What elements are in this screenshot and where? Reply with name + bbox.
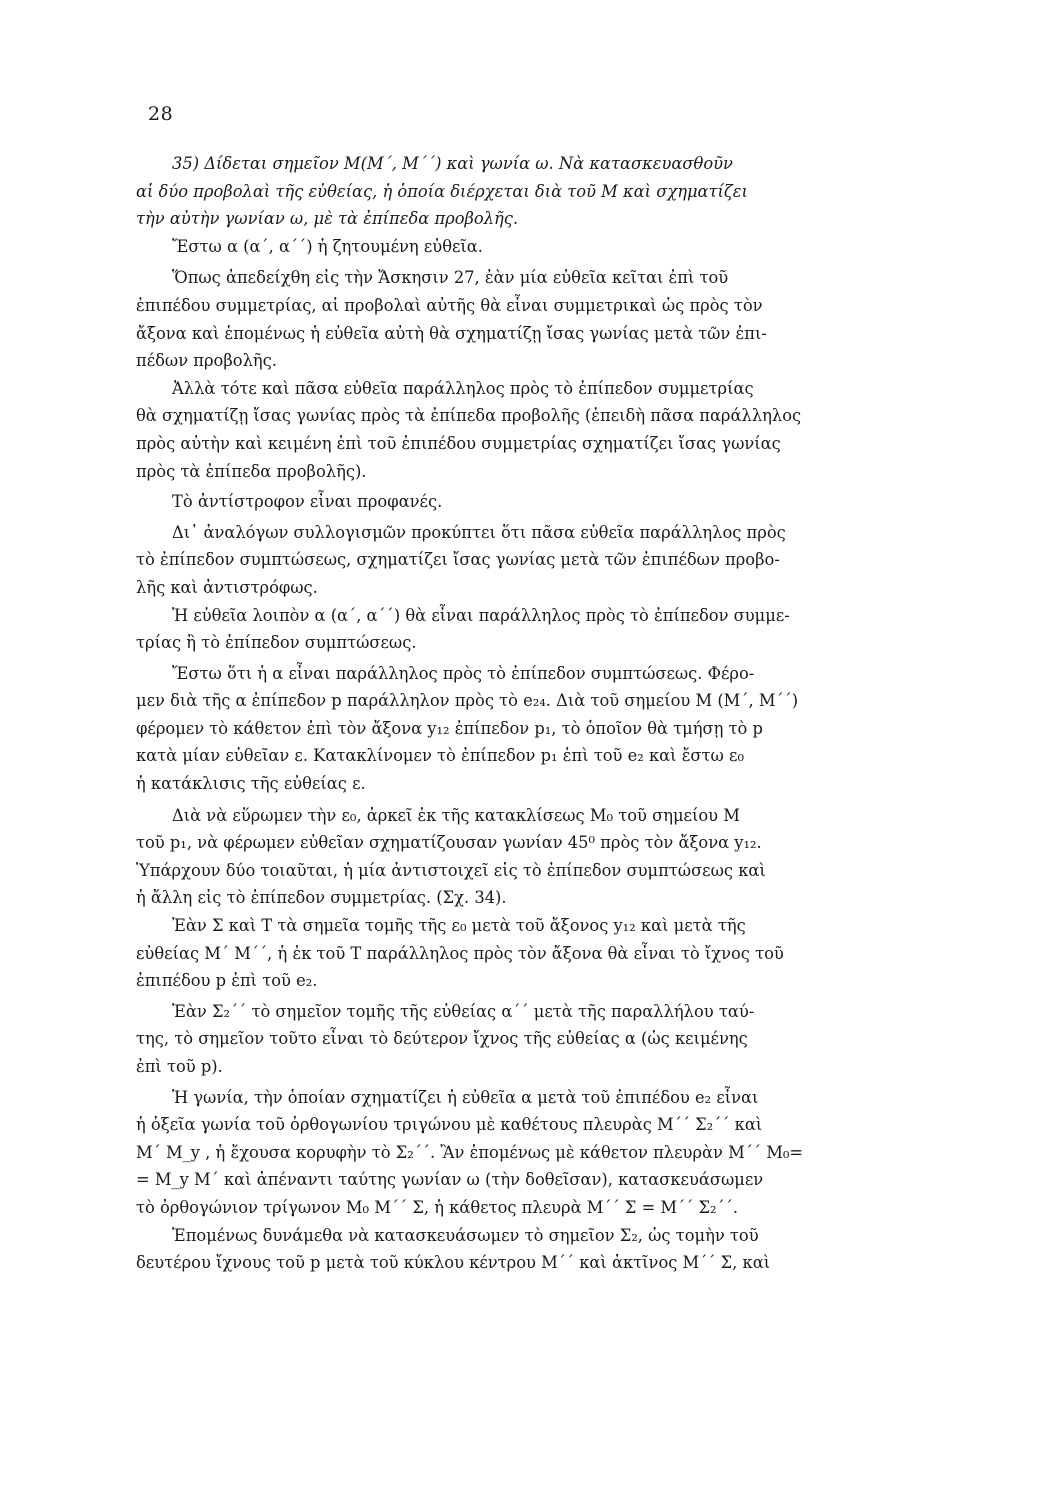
paragraph (136, 1084, 892, 1222)
text-line: 35) Δίδεται σημεῖον Μ(Μ΄, Μ΄΄) καὶ γωνία ω. Νὰ κατασκευασθοῦν (172, 154, 733, 173)
text-line: Ὑπάρχουν δύο τοιαῦται, ἡ μία ἀντιστοιχεῖ εἰς τὸ ἐπίπεδον συμπτώσεως καὶ (136, 860, 766, 880)
text-line: κατὰ μίαν εὐθεῖαν ε. Κατακλίνομεν τὸ ἐπίπεδον p₁ ἐπὶ τοῦ e₂ καὶ ἔστω ε₀ (136, 746, 744, 766)
page-number: 28 (148, 103, 174, 125)
text-line: δευτέρου ἴχνους τοῦ p μετὰ τοῦ κύκλου κέντρου Μ΄΄ καὶ ἀκτῖνος M΄΄ Σ, καὶ (136, 1253, 771, 1273)
text-body (136, 150, 892, 1277)
paragraph (136, 488, 892, 516)
paragraph (136, 519, 892, 602)
paragraph (136, 375, 892, 485)
text-line: Ἔστω ὅτι ἡ α εἶναι παράλληλος πρὸς τὸ ἐπίπεδον συμπτώσεως. Φέρο- (172, 663, 755, 683)
text-line: = M_y M΄ καὶ ἀπέναντι ταύτης γωνίαν ω (τὴν δοθεῖσαν), κατασκευάσωμεν (136, 1170, 764, 1190)
text-line: Ἑπομένως δυνάμεθα νὰ κατασκευάσωμεν τὸ σημεῖον Σ₂, ὡς τομὴν τοῦ (172, 1225, 759, 1245)
text-line: ἐπὶ τοῦ p). (136, 1057, 223, 1076)
paragraph (136, 912, 892, 995)
text-line: ἐπιπέδου συμμετρίας, αἱ προβολαὶ αὐτῆς θὰ εἶναι συμμετρικαὶ ὡς πρὸς τὸν (136, 295, 763, 315)
text-line: Ἡ γωνία, τὴν ὁποίαν σχηματίζει ἡ εὐθεῖα α μετὰ τοῦ ἐπιπέδου e₂ εἶναι (172, 1087, 759, 1107)
text-line: της, τὸ σημεῖον τοῦτο εἶναι τὸ δεύτερον ἴχνος τῆς εὐθείας α (ὡς κειμένης (136, 1029, 748, 1049)
text-line: τὸ ὀρθογώνιον τρίγωνον Μ₀ Μ΄΄ Σ, ἡ κάθετος πλευρὰ M΄΄ Σ = M΄΄ Σ₂΄΄. (136, 1197, 739, 1217)
text-line: Ἐὰν Σ₂΄΄ τὸ σημεῖον τομῆς τῆς εὐθείας α΄΄ μετὰ τῆς παραλλήλου ταύ- (172, 1001, 755, 1021)
text-line: Ἀλλὰ τότε καὶ πᾶσα εὐθεῖα παράλληλος πρὸς τὸ ἐπίπεδον συμμετρίας (172, 378, 754, 398)
text-line: Δι᾽ ἀναλόγων συλλογισμῶν προκύπτει ὅτι πᾶσα εὐθεῖα παράλληλος πρὸς (172, 522, 786, 542)
text-line: εὐθείας Μ΄ Μ΄΄, ἡ ἐκ τοῦ Τ παράλληλος πρὸς τὸν ἄξονα θὰ εἶναι τὸ ἴχνος τοῦ (136, 943, 784, 963)
text-line: θὰ σχηματίζῃ ἴσας γωνίας πρὸς τὰ ἐπίπεδα προβολῆς (ἐπειδὴ πᾶσα παράλληλος (136, 406, 802, 426)
text-line: ἄξονα καὶ ἑπομένως ἡ εὐθεῖα αὐτὴ θὰ σχηματίζῃ ἴσας γωνίας μετὰ τῶν ἐπι- (136, 323, 767, 343)
paragraph (136, 660, 892, 798)
text-line: αἱ δύο προβολαὶ τῆς εὐθείας, ἡ ὁποία διέρχεται διὰ τοῦ Μ καὶ σχηματίζει (136, 181, 748, 201)
text-line: τρίας ἢ τὸ ἐπίπεδον συμπτώσεως. (136, 633, 417, 653)
text-line: Τὸ ἀντίστροφον εἶναι προφανές. (172, 492, 443, 512)
text-line: Διὰ νὰ εὕρωμεν τὴν ε₀, ἀρκεῖ ἐκ τῆς κατακλίσεως Μ₀ τοῦ σημείου Μ (172, 805, 740, 825)
text-line: Ἡ εὐθεῖα λοιπὸν α (α΄, α΄΄) θὰ εἶναι παράλληλος πρὸς τὸ ἐπίπεδον συμμε- (172, 605, 790, 625)
text-line: πρὸς τὰ ἐπίπεδα προβολῆς). (136, 461, 367, 481)
paragraph (136, 998, 892, 1081)
text-line: Ἐὰν Σ καὶ Τ τὰ σημεῖα τομῆς τῆς ε₀ μετὰ τοῦ ἄξονος y₁₂ καὶ μετὰ τῆς (172, 916, 746, 936)
text-line: μεν διὰ τῆς α ἐπίπεδον p παράλληλον πρὸς τὸ e₂₄. Διὰ τοῦ σημείου Μ (Μ΄, Μ΄΄) (136, 691, 799, 711)
text-line: Μ΄ Μ_y , ἡ ἔχουσα κορυφὴν τὸ Σ₂΄΄. Ἂν ἑπομένως μὲ κάθετον πλευρὰν M΄΄ M₀= (136, 1142, 804, 1162)
text-line: Ἔστω α (α΄, α΄΄) ἡ ζητουμένη εὐθεῖα. (172, 236, 483, 256)
paragraph (136, 264, 892, 374)
text-line: ἡ ἄλλη εἰς τὸ ἐπίπεδον συμμετρίας. (Σχ. 34). (136, 888, 507, 908)
paragraph (136, 602, 892, 657)
text-line: λῆς καὶ ἀντιστρόφως. (136, 577, 318, 597)
text-line: τὸ ἐπίπεδον συμπτώσεως, σχηματίζει ἴσας γωνίας μετὰ τῶν ἐπιπέδων προβο- (136, 550, 780, 570)
exercise-statement (136, 150, 892, 233)
text-line: ἡ κατάκλισις τῆς εὐθείας ε. (136, 774, 366, 794)
text-line: τὴν αὐτὴν γωνίαν ω, μὲ τὰ ἐπίπεδα προβολῆς. (136, 209, 519, 229)
paragraph (136, 802, 892, 912)
paragraph (136, 1222, 892, 1277)
text-line: πέδων προβολῆς. (136, 351, 277, 371)
text-line: φέρομεν τὸ κάθετον ἐπὶ τὸν ἄξονα y₁₂ ἐπίπεδον p₁, τὸ ὁποῖον θὰ τμήσῃ τὸ p (136, 718, 763, 738)
paragraph (136, 233, 892, 261)
text-line: ἐπιπέδου p ἐπὶ τοῦ e₂. (136, 971, 318, 991)
text-line: ἡ ὀξεῖα γωνία τοῦ ὀρθογωνίου τριγώνου μὲ καθέτους πλευρὰς Μ΄΄ Σ₂΄΄ καὶ (136, 1115, 763, 1135)
text-line: Ὅπως ἀπεδείχθη εἰς τὴν Ἄσκησιν 27, ἐὰν μία εὐθεῖα κεῖται ἐπὶ τοῦ (172, 268, 729, 288)
text-line: πρὸς αὐτὴν καὶ κειμένη ἐπὶ τοῦ ἐπιπέδου συμμετρίας σχηματίζει ἴσας γωνίας (136, 433, 781, 453)
text-line: τοῦ p₁, νὰ φέρωμεν εὐθεῖαν σχηματίζουσαν γωνίαν 45⁰ πρὸς τὸν ἄξονα y₁₂. (136, 833, 762, 853)
